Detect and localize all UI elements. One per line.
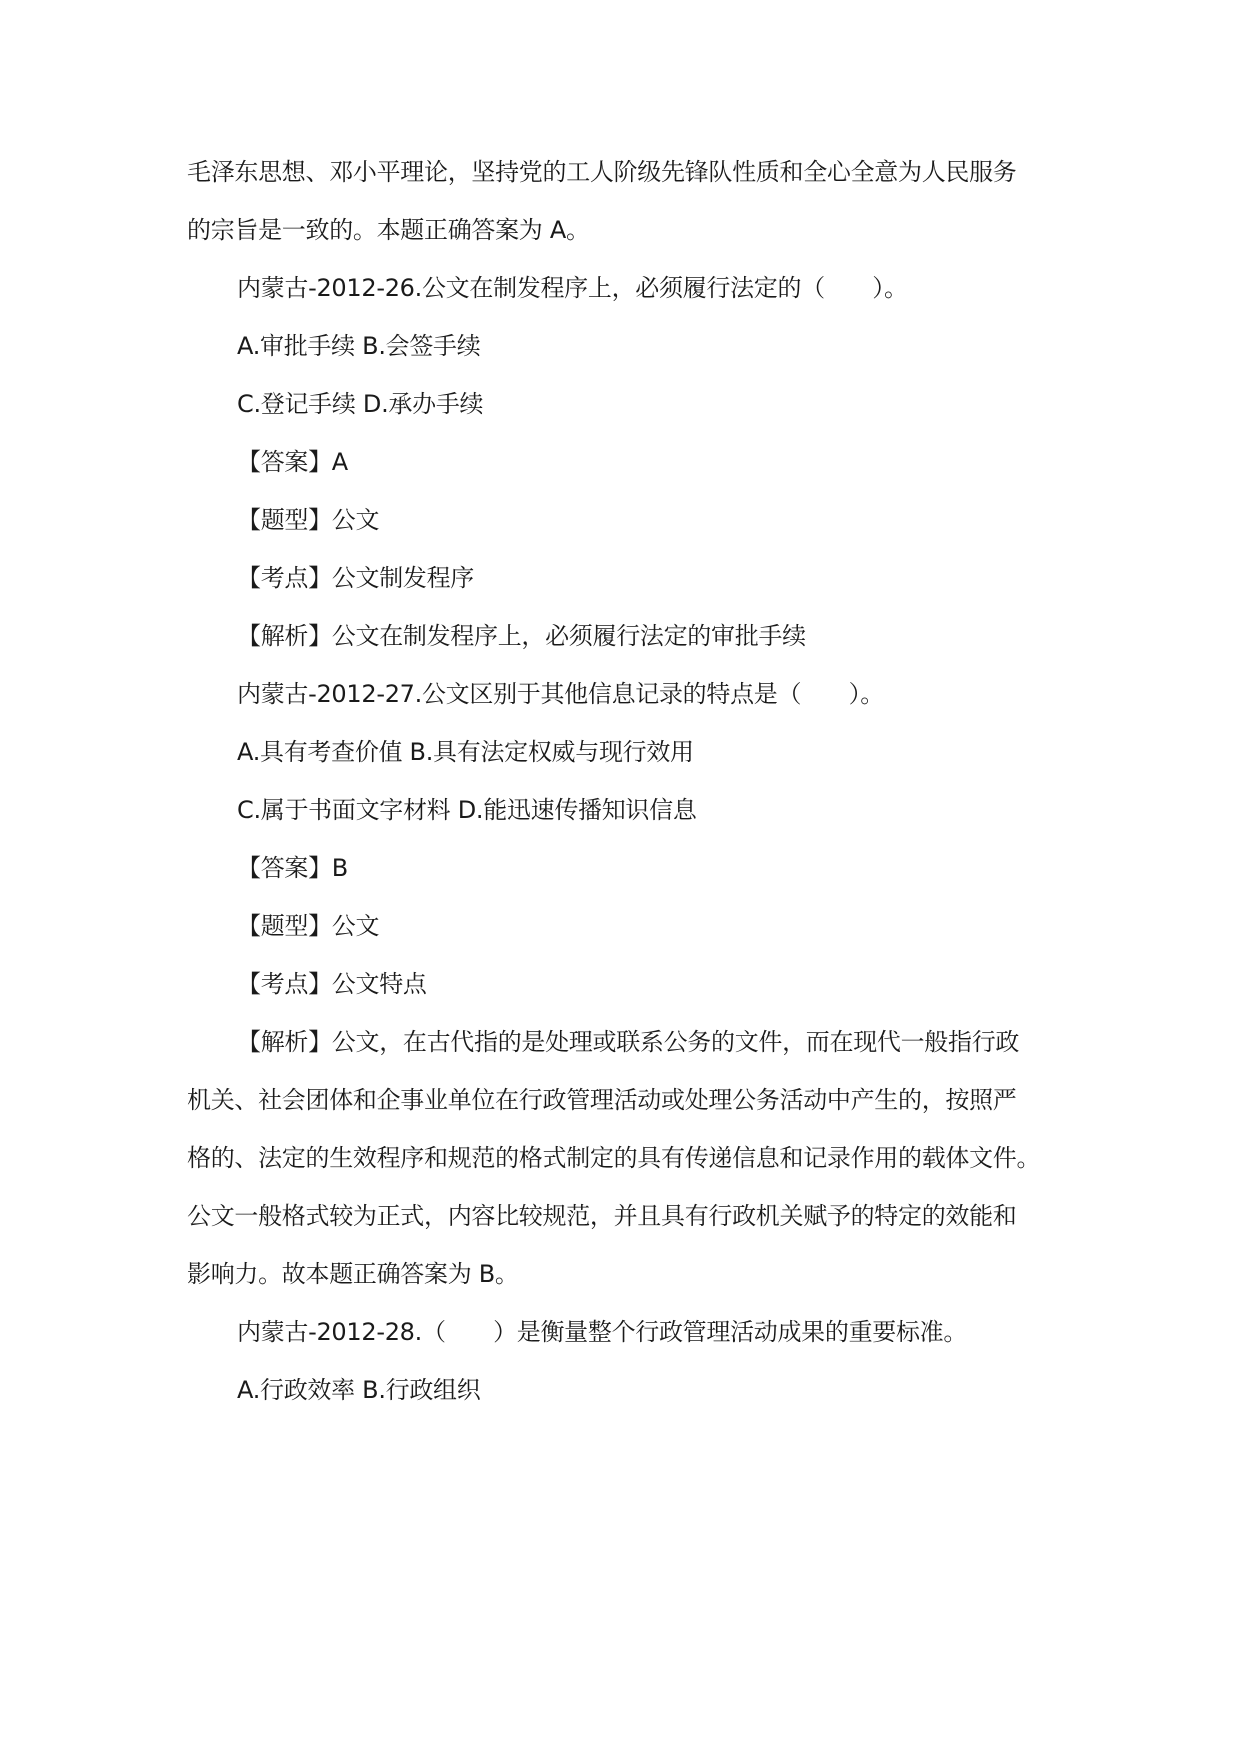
question-options: C.属于书面文字材料 D.能迅速传播知识信息 [237,796,697,824]
analysis-line: 【解析】公文在制发程序上，必须履行法定的审批手续 [237,622,806,650]
point-line: 【考点】公文特点 [237,970,427,998]
analysis-line: 【解析】公文，在古代指的是处理或联系公务的文件，而在现代一般指行政 [237,1028,1020,1056]
question-options: A.行政效率 B.行政组织 [237,1376,481,1404]
question-stem: 内蒙古-2012-27.公文区别于其他信息记录的特点是（ ）。 [237,680,884,708]
type-line: 【题型】公文 [237,506,380,534]
analysis-line: 公文一般格式较为正式，内容比较规范，并且具有行政机关赋予的特定的效能和 [187,1202,1017,1230]
paragraph-line: 毛泽东思想、邓小平理论，坚持党的工人阶级先锋队性质和全心全意为人民服务 [187,158,1017,186]
answer-line: 【答案】B [237,854,348,882]
question-options: C.登记手续 D.承办手续 [237,390,484,418]
question-stem: 内蒙古-2012-26.公文在制发程序上，必须履行法定的（ ）。 [237,274,908,302]
point-line: 【考点】公文制发程序 [237,564,474,592]
analysis-line: 格的、法定的生效程序和规范的格式制定的具有传递信息和记录作用的载体文件。 [187,1144,1041,1172]
analysis-line: 机关、社会团体和企事业单位在行政管理活动或处理公务活动中产生的，按照严 [187,1086,1017,1114]
question-options: A.具有考查价值 B.具有法定权威与现行效用 [237,738,694,766]
paragraph-line: 的宗旨是一致的。本题正确答案为 A。 [187,216,590,244]
answer-line: 【答案】A [237,448,348,476]
question-stem: 内蒙古-2012-28.（ ）是衡量整个行政管理活动成果的重要标准。 [237,1318,968,1346]
analysis-line: 影响力。故本题正确答案为 B。 [187,1260,519,1288]
type-line: 【题型】公文 [237,912,380,940]
question-options: A.审批手续 B.会签手续 [237,332,481,360]
